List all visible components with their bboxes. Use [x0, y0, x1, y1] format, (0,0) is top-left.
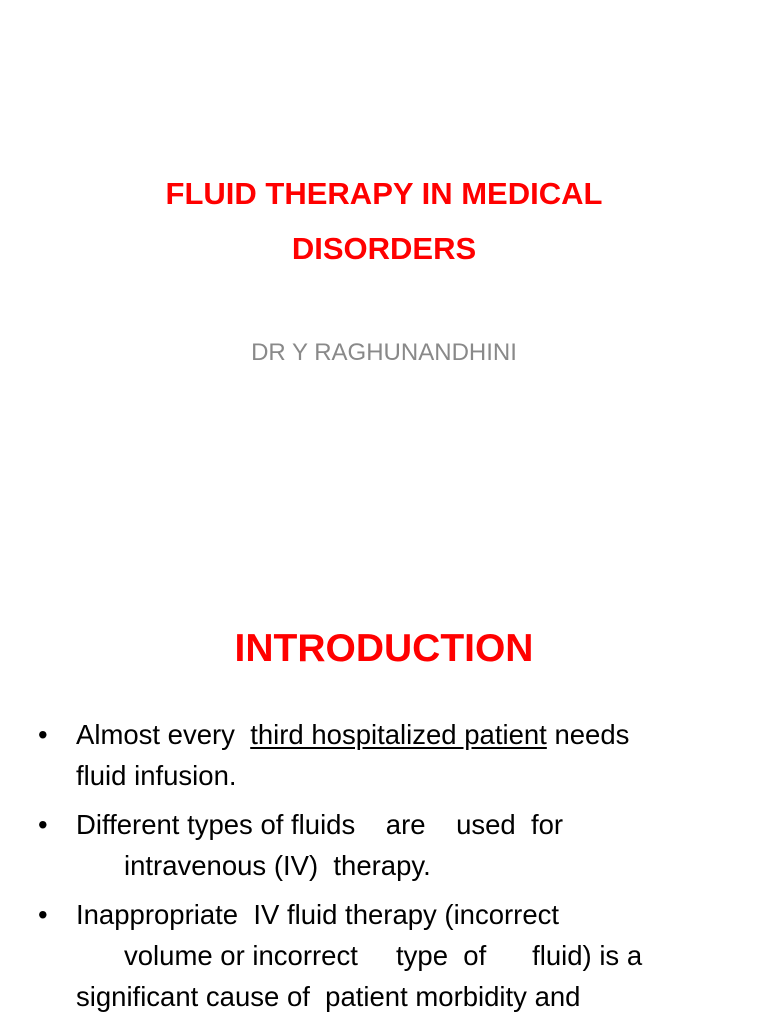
bullet-1-line-2: fluid infusion. [76, 760, 237, 791]
bullet-1-prefix: Almost every [76, 719, 251, 750]
bullet-item-1 [38, 714, 738, 796]
bullet-1-underlined-text: third hospitalized patient [250, 719, 547, 750]
author-name: DR Y RAGHUNANDHINI [251, 339, 517, 366]
title-line-2: DISORDERS [291, 231, 477, 266]
bullet-3-line-3: significant cause of patient morbidity and [76, 981, 581, 1012]
bullet-2-line-1: Different types of fluids are used for [76, 809, 564, 840]
bullet-1-suffix: needs [546, 719, 630, 750]
bullet-item-3 [38, 894, 738, 1017]
bullet-icon: • [38, 809, 48, 840]
presentation-title [84, 166, 684, 276]
bullet-item-2 [38, 804, 738, 886]
slide-heading: INTRODUCTION [234, 627, 534, 670]
bullet-3-line-1: Inappropriate IV fluid therapy (incorrect [76, 899, 560, 930]
introduction-slide [0, 576, 768, 1024]
bullet-icon: • [38, 899, 48, 930]
bullet-1-line-1 [76, 714, 738, 755]
bullet-2-line-2: intravenous (IV) therapy. [124, 850, 431, 881]
bullet-3-line-2: volume or incorrect type of fluid) is a [124, 940, 643, 971]
title-line-1: FLUID THERAPY IN MEDICAL [165, 176, 603, 211]
bullet-icon: • [38, 719, 48, 750]
bullet-list [38, 714, 738, 1025]
